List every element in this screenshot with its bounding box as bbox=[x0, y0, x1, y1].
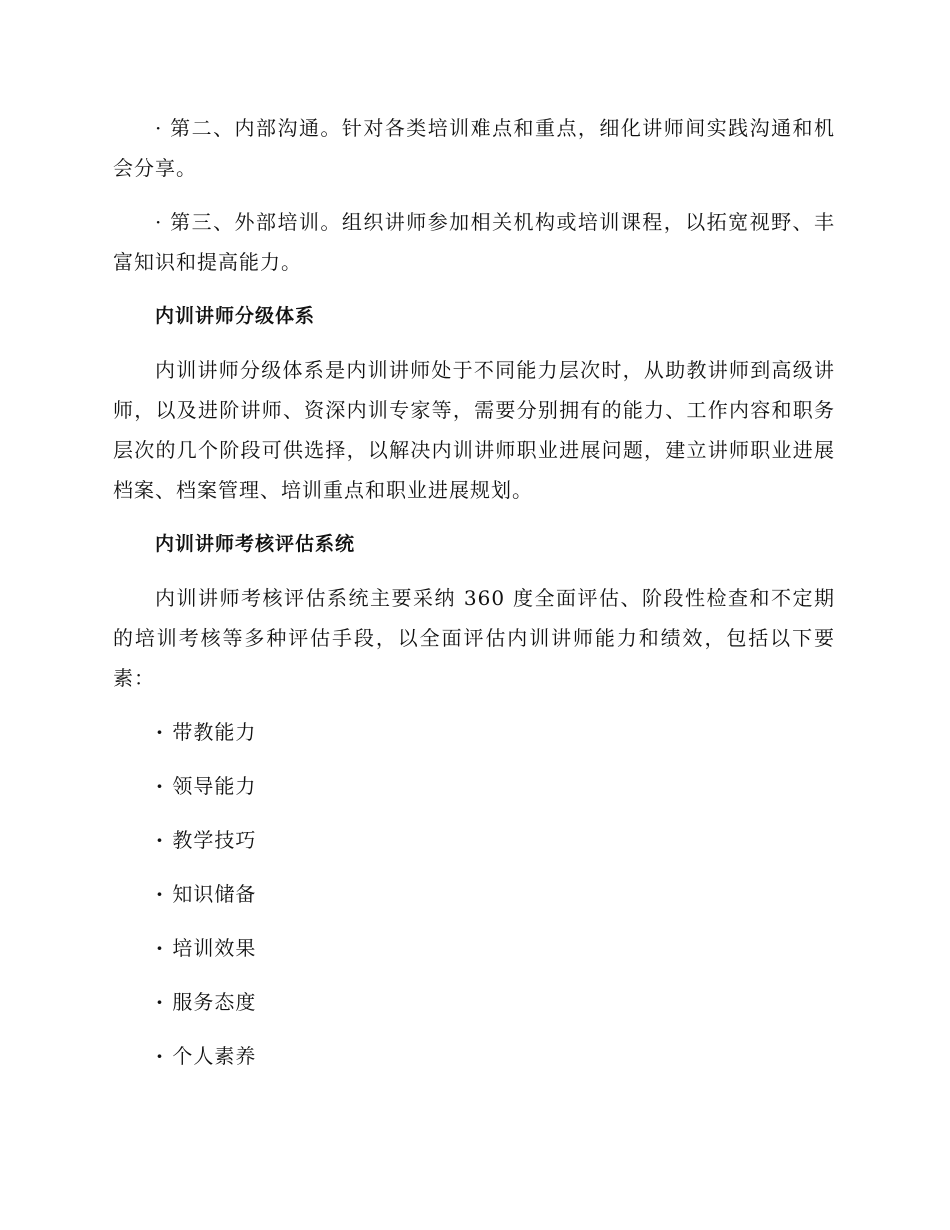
list-item-text: 服务态度 bbox=[172, 990, 257, 1014]
heading-trainer-evaluation-system: 内训讲师考核评估系统 bbox=[155, 533, 356, 555]
list-item bbox=[113, 820, 835, 860]
bullet-icon: · bbox=[156, 1044, 164, 1068]
bullet-icon: · bbox=[156, 774, 164, 798]
bullet-icon: · bbox=[156, 720, 164, 744]
bullet-icon: · bbox=[156, 882, 164, 906]
list-item-text: 带教能力 bbox=[172, 720, 257, 744]
list-item-text: 知识储备 bbox=[172, 882, 257, 906]
paragraph-internal-communication: · 第二、内部沟通。针对各类培训难点和重点，细化讲师间实践沟通和机会分享。 bbox=[113, 116, 835, 180]
list-item bbox=[113, 766, 835, 806]
bullet-icon: · bbox=[156, 990, 164, 1014]
paragraph-trainer-grading-system: 内训讲师分级体系是内训讲师处于不同能力层次时，从助教讲师到高级讲师，以及进阶讲师、资深内训专家等，需要分别拥有的能力、工作内容和职务层次的几个阶段可供选择，以解决内训讲师职业进展问题，建立讲师职业进展档案、档案管理、培训重点和职业进展规划。 bbox=[113, 358, 835, 502]
list-item bbox=[113, 712, 835, 752]
bullet-icon: · bbox=[156, 936, 164, 960]
list-item bbox=[113, 928, 835, 968]
paragraph-external-training: · 第三、外部培训。组织讲师参加相关机构或培训课程，以拓宽视野、丰富知识和提高能力。 bbox=[113, 210, 835, 274]
paragraph-trainer-evaluation-system: 内训讲师考核评估系统主要采纳 360 度全面评估、阶段性检查和不定期的培训考核等多种评估手段，以全面评估内训讲师能力和绩效，包括以下要素： bbox=[113, 586, 835, 690]
list-item-text: 教学技巧 bbox=[172, 828, 257, 852]
bullet-icon: · bbox=[156, 828, 164, 852]
list-item-text: 个人素养 bbox=[172, 1044, 257, 1068]
evaluation-elements-list bbox=[113, 712, 835, 1076]
list-item-text: 领导能力 bbox=[172, 774, 257, 798]
list-item-text: 培训效果 bbox=[172, 936, 257, 960]
heading-trainer-grading-system: 内训讲师分级体系 bbox=[155, 305, 316, 327]
list-item bbox=[113, 982, 835, 1022]
list-item bbox=[113, 1036, 835, 1076]
list-item bbox=[113, 874, 835, 914]
document-body bbox=[113, 108, 835, 1090]
